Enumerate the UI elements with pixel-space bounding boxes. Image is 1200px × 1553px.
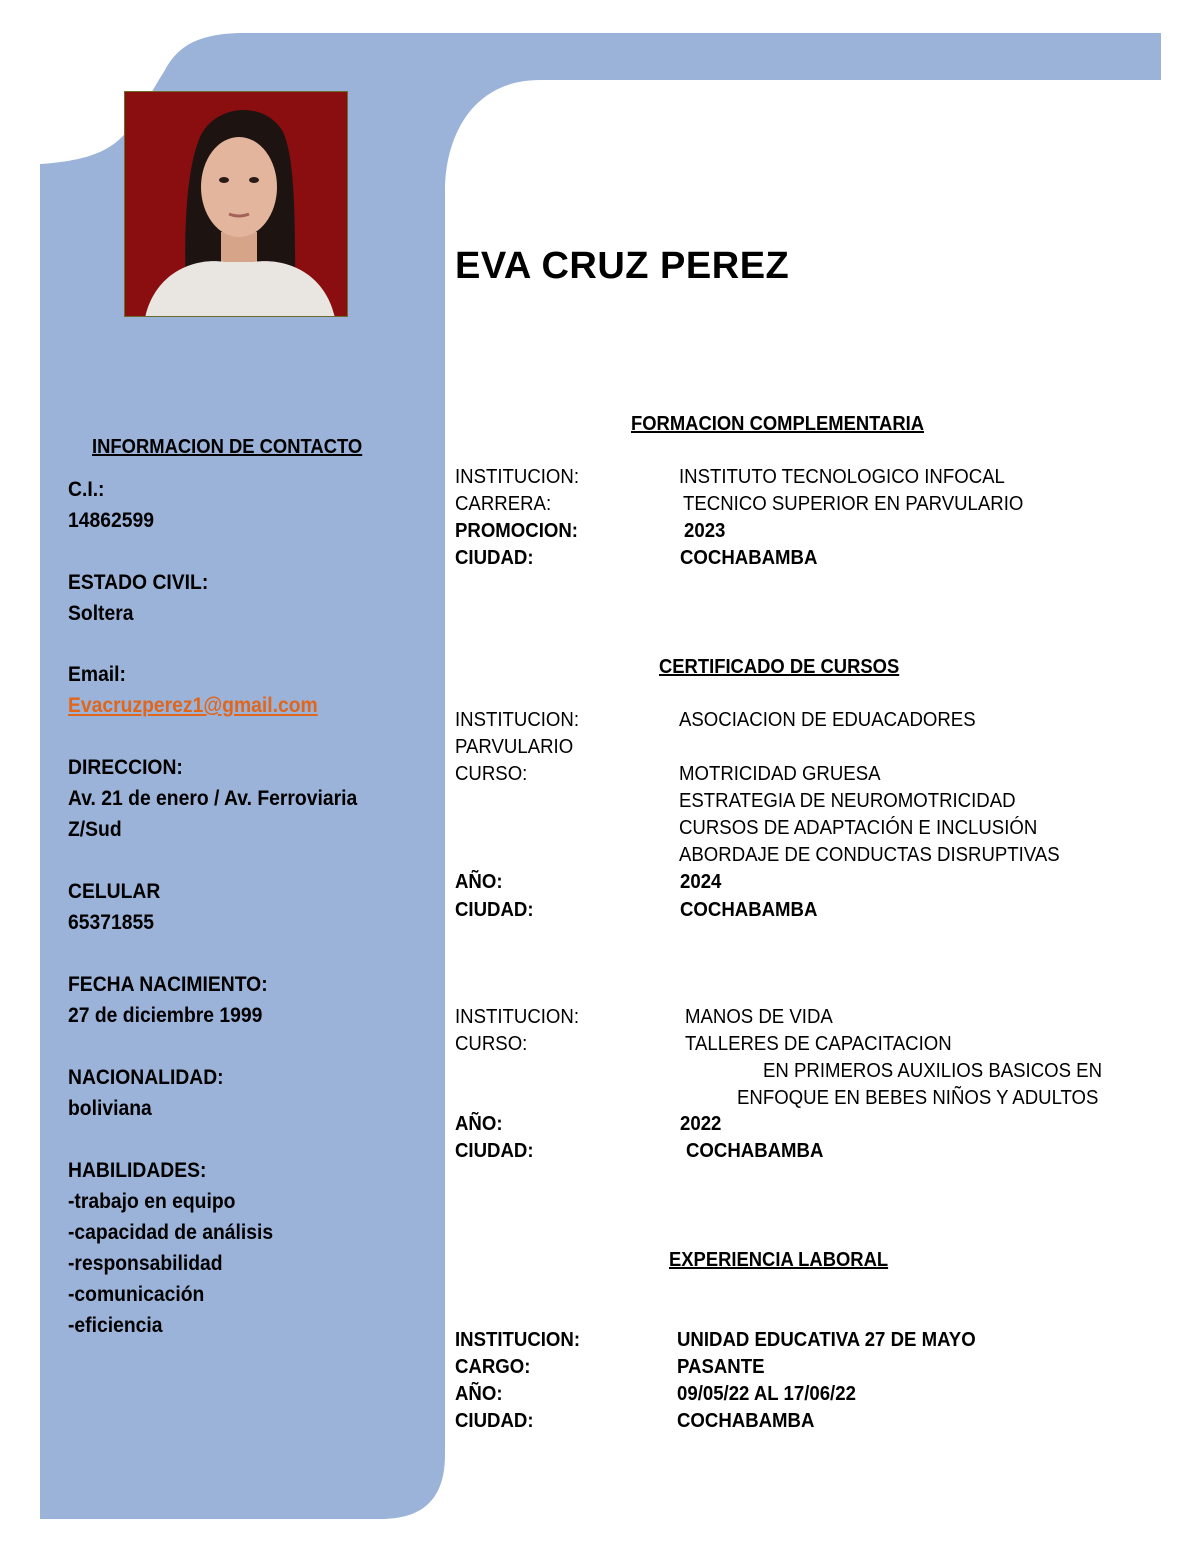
formacion-institucion-value: INSTITUTO TECNOLOGICO INFOCAL	[679, 466, 1005, 488]
curso1-institucion-continued: PARVULARIO	[455, 736, 574, 758]
curso2-curso-label: CURSO:	[455, 1033, 528, 1055]
curso1-anio-value: 2024	[680, 871, 722, 893]
candidate-name: EVA CRUZ PEREZ	[455, 245, 790, 287]
formacion-promocion-label: PROMOCION:	[455, 520, 578, 542]
curso1-course-item: MOTRICIDAD GRUESA	[679, 763, 881, 785]
phone-label: CELULAR	[68, 880, 161, 903]
curso2-curso-line-1: TALLERES DE CAPACITACION	[685, 1033, 952, 1055]
experiencia-institucion-label: INSTITUCION:	[455, 1329, 581, 1351]
formacion-promocion-value: 2023	[684, 520, 726, 542]
ci-value: 14862599	[68, 509, 154, 532]
ci-label: C.I.:	[68, 478, 105, 501]
curso2-anio-value: 2022	[680, 1113, 722, 1135]
curso2-ciudad-value: COCHABAMBA	[686, 1140, 824, 1162]
curso2-ciudad-label: CIUDAD:	[455, 1140, 534, 1162]
experiencia-ciudad-value: COCHABAMBA	[677, 1410, 815, 1432]
nationality-label: NACIONALIDAD:	[68, 1066, 224, 1089]
address-line-2: Z/Sud	[68, 818, 122, 841]
curso2-institucion-label: INSTITUCION:	[455, 1006, 580, 1028]
experiencia-anio-label: AÑO:	[455, 1383, 503, 1405]
experiencia-institucion-value: UNIDAD EDUCATIVA 27 DE MAYO	[677, 1329, 976, 1351]
formacion-ciudad-value: COCHABAMBA	[680, 547, 818, 569]
curso1-course-item: ESTRATEGIA DE NEUROMOTRICIDAD	[679, 790, 1016, 812]
nationality-value: boliviana	[68, 1097, 152, 1120]
birth-date-value: 27 de diciembre 1999	[68, 1004, 263, 1027]
address-label: DIRECCION:	[68, 756, 183, 779]
skill-item: -eficiencia	[68, 1314, 163, 1337]
curso1-ciudad-value: COCHABAMBA	[680, 899, 818, 921]
formacion-institucion-label: INSTITUCION:	[455, 466, 580, 488]
curso1-institucion-label: INSTITUCION:	[455, 709, 580, 731]
formacion-carrera-value: TECNICO SUPERIOR EN PARVULARIO	[683, 493, 1024, 515]
curso2-curso-line-2: EN PRIMEROS AUXILIOS BASICOS EN	[763, 1060, 1103, 1082]
formacion-ciudad-label: CIUDAD:	[455, 547, 534, 569]
skills-label: HABILIDADES:	[68, 1159, 207, 1182]
email-container	[68, 694, 318, 718]
curso1-course-item: ABORDAJE DE CONDUCTAS DISRUPTIVAS	[679, 844, 1060, 866]
profile-photo	[124, 91, 348, 317]
curso2-anio-label: AÑO:	[455, 1113, 503, 1135]
curso1-course-item: CURSOS DE ADAPTACIÓN E INCLUSIÓN	[679, 817, 1038, 839]
skill-item: -capacidad de análisis	[68, 1221, 274, 1244]
curso1-ciudad-label: CIUDAD:	[455, 899, 534, 921]
curso2-institucion-value: MANOS DE VIDA	[685, 1006, 833, 1028]
skill-item: -comunicación	[68, 1283, 205, 1306]
experiencia-cargo-value: PASANTE	[677, 1356, 765, 1378]
email-link[interactable]: Evacruzperez1@gmail.com	[68, 694, 318, 717]
curso2-curso-line-3: ENFOQUE EN BEBES NIÑOS Y ADULTOS	[737, 1087, 1099, 1109]
skill-item: -responsabilidad	[68, 1252, 223, 1275]
curso1-curso-label: CURSO:	[455, 763, 528, 785]
address-line-1: Av. 21 de enero / Av. Ferroviaria	[68, 787, 358, 810]
contact-section-title: INFORMACION DE CONTACTO	[92, 436, 363, 458]
experiencia-cargo-label: CARGO:	[455, 1356, 531, 1378]
experiencia-section-title: EXPERIENCIA LABORAL	[669, 1249, 889, 1271]
curso1-institucion-value: ASOCIACION DE EDUACADORES	[679, 709, 976, 731]
civil-status-value: Soltera	[68, 602, 134, 625]
civil-status-label: ESTADO CIVIL:	[68, 571, 209, 594]
experiencia-ciudad-label: CIUDAD:	[455, 1410, 534, 1432]
cursos-section-title: CERTIFICADO DE CURSOS	[659, 656, 900, 678]
formacion-section-title: FORMACION COMPLEMENTARIA	[631, 413, 925, 435]
curso1-anio-label: AÑO:	[455, 871, 503, 893]
birth-date-label: FECHA NACIMIENTO:	[68, 973, 268, 996]
skill-item: -trabajo en equipo	[68, 1190, 236, 1213]
experiencia-anio-value: 09/05/22 AL 17/06/22	[677, 1383, 856, 1405]
phone-value: 65371855	[68, 911, 154, 934]
email-label: Email:	[68, 663, 126, 686]
formacion-carrera-label: CARRERA:	[455, 493, 552, 515]
